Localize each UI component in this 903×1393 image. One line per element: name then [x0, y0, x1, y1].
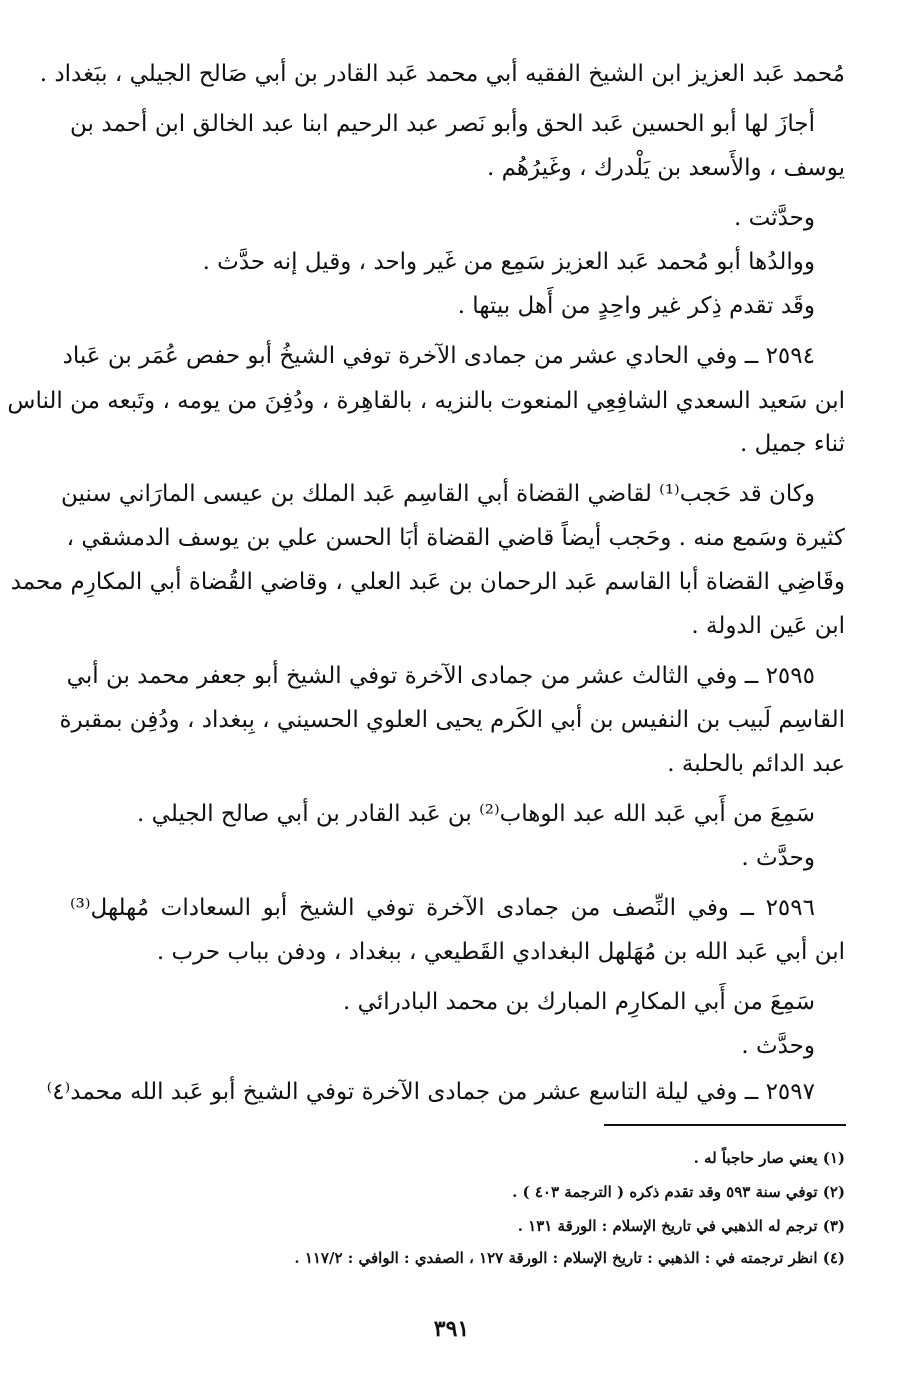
- text-line: ٢٥٩٧ ــ وفي ليلة التاسع عشر من جمادى الآخرة توفي الشيخ أبو عَبد الله محمد⁽٤⁾: [46, 1079, 815, 1105]
- text-line: وحدَّثت .: [733, 205, 815, 231]
- text-line: ابن أبي عَبد الله بن مُهَلهل البغدادي القَطيعي ، ببغداد ، ودفن بباب حرب .: [156, 939, 845, 965]
- page-number: ٣٩١: [433, 1316, 470, 1342]
- footnote-item: (٢) توفي سنة ٥٩٣ وقد تقدم ذكره ( الترجمة ٤٠٣ ) .: [512, 1183, 845, 1201]
- text-line: ٢٥٩٥ ــ وفي الثالث عشر من جمادى الآخرة توفي الشيخ أبو جعفر محمد بن أبي: [66, 663, 815, 689]
- text-line: يوسف ، والأَسعد بن يَلْدرك ، وغَيرُهُم .: [486, 155, 845, 181]
- text-line: ابن سَعيد السعدي الشافِعِي المنعوت بالنزيه ، بالقاهِرة ، ودُفِنَ من يومه ، وتَبعه من الناس: [7, 388, 845, 414]
- text-line: ووالدُها أبو مُحمد عَبد العزيز سَمِع من غَير واحد ، وقيل إنه حدَّث .: [202, 249, 815, 275]
- text-line: سَمِعَ من أَبي المكارِم المبارك بن محمد البادرائي .: [343, 989, 815, 1015]
- text-line: عبد الدائم بالحلبة .: [667, 751, 845, 777]
- text-line: وقَد تقدم ذِكر غير واحِدٍ من أَهل بيتها .: [457, 293, 815, 319]
- text-line: القاسِم لَبيب بن النفيس بن أبي الكَرم يحيى العلوي الحسيني ، بِبغداد ، ودُفِن بمقبرة: [59, 707, 845, 733]
- text-line: وحدَّث .: [741, 1033, 815, 1059]
- footnote-item: (٤) انظر ترجمته في : الذهبي : تاريخ الإسلام : الورقة ١٢٧ ، الصفدي : الوافي : ١١٧/٢ .: [294, 1249, 845, 1267]
- text-line: وكان قد حَجب⁽¹⁾ لقاضي القضاة أبي القاسِم عَبد الملك بن عيسى المارَاني سنين: [60, 481, 815, 507]
- text-line: ابن عَين الدولة .: [691, 613, 845, 639]
- text-line: ثناء جميل .: [740, 431, 845, 457]
- footnote-item: (٣) ترجم له الذهبي في تاريخ الإسلام : الورقة ١٣١ .: [517, 1217, 845, 1235]
- footnote-separator: [604, 1124, 846, 1126]
- text-line: ٢٥٩٦ ــ وفي النِّصف من جمادى الآخرة توفي الشيخ أبو السعادات مُهلهل⁽³⁾: [70, 895, 815, 921]
- text-line: مُحمد عَبد العزيز ابن الشيخ الفقيه أبي محمد عَبد القادر بن أبي صَالح الجيلي ، ببَغداد .: [39, 61, 845, 87]
- footnote-item: (١) يعني صار حاجباً له .: [693, 1149, 845, 1167]
- text-line: سَمِعَ من أَبي عَبد الله عبد الوهاب⁽²⁾ بن عَبد القادر بن أبي صالح الجيلي .: [137, 801, 815, 827]
- text-line: أجازَ لها أبو الحسين عَبد الحق وأبو نَصر عبد الرحيم ابنا عبد الخالق ابن أحمد بن: [70, 111, 815, 137]
- text-line: وقَاضِي القضاة أبا القاسم عَبد الرحمان بن عَبد العلي ، وقاضي القُضاة أبي المكارِم محمد: [10, 569, 845, 595]
- text-line: كثيرة وسَمع منه . وحَجب أيضاً قاضي القضاة أبَا الحسن علي بن يوسف الدمشقي ،: [66, 525, 845, 551]
- text-line: ٢٥٩٤ ــ وفي الحادي عشر من جمادى الآخرة توفي الشيخُ أبو حفص عُمَر بن عَباد: [62, 343, 815, 369]
- text-line: وحدَّث .: [741, 845, 815, 871]
